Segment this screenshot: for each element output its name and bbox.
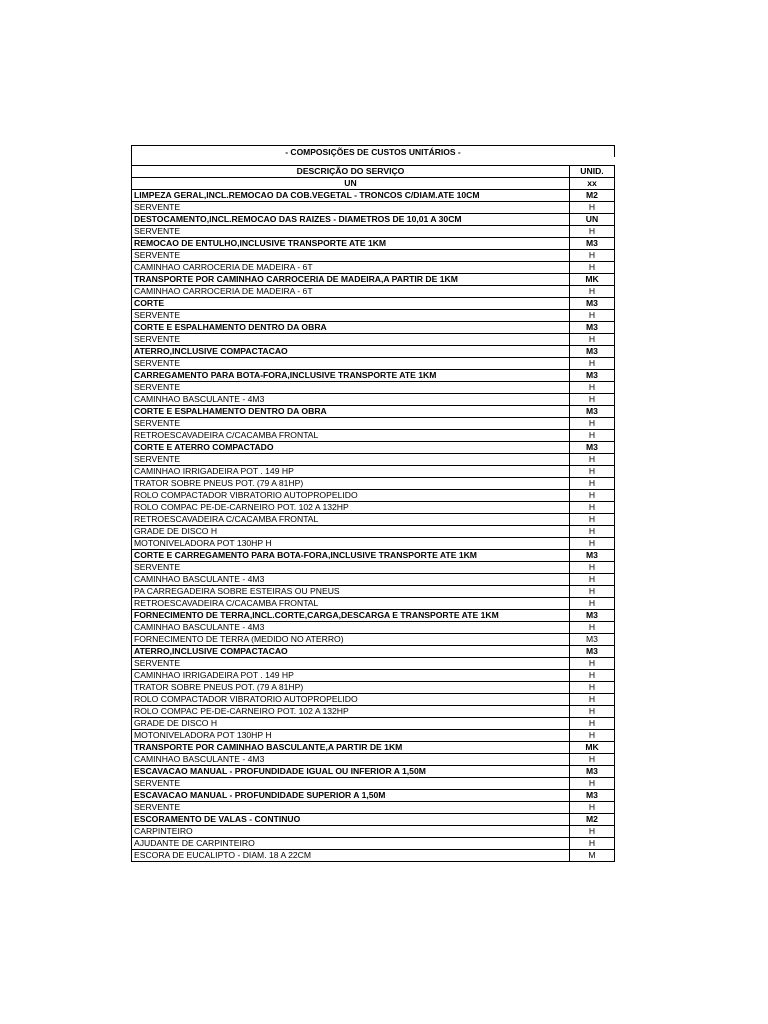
row-description: CORTE (132, 298, 570, 310)
row-description: RETROESCAVADEIRA C/CACAMBA FRONTAL (132, 514, 570, 526)
resource-row (132, 454, 615, 466)
resource-row (132, 658, 615, 670)
row-description: ESCAVACAO MANUAL - PROFUNDIDADE SUPERIOR A 1,50M (132, 790, 570, 802)
row-description: TRANSPORTE POR CAMINHAO BASCULANTE,A PARTIR DE 1KM (132, 742, 570, 754)
service-row (132, 550, 615, 562)
row-unit: M3 (570, 634, 615, 646)
row-unit: H (570, 262, 615, 274)
header-description: DESCRIÇÃO DO SERVIÇO (132, 166, 570, 178)
row-unit: H (570, 658, 615, 670)
row-unit: H (570, 466, 615, 478)
row-description: CAMINHAO BASCULANTE - 4M3 (132, 574, 570, 586)
row-unit: H (570, 502, 615, 514)
row-unit: H (570, 490, 615, 502)
row-unit: M2 (570, 814, 615, 826)
row-unit: M3 (570, 442, 615, 454)
resource-row (132, 802, 615, 814)
resource-row (132, 394, 615, 406)
row-unit: H (570, 622, 615, 634)
row-description: GRADE DE DISCO H (132, 526, 570, 538)
table-header-row (132, 166, 615, 178)
row-description: TRANSPORTE POR CAMINHAO CARROCERIA DE MADEIRA,A PARTIR DE 1KM (132, 274, 570, 286)
row-unit: M (570, 850, 615, 862)
resource-row (132, 490, 615, 502)
resource-row (132, 262, 615, 274)
row-unit: M3 (570, 298, 615, 310)
row-unit: H (570, 454, 615, 466)
row-unit: MK (570, 274, 615, 286)
row-description: CAMINHAO BASCULANTE - 4M3 (132, 394, 570, 406)
row-description: SERVENTE (132, 358, 570, 370)
row-unit: H (570, 562, 615, 574)
row-unit: H (570, 358, 615, 370)
row-unit: MK (570, 742, 615, 754)
row-unit: M3 (570, 346, 615, 358)
row-unit: H (570, 802, 615, 814)
row-description: CORTE E ATERRO COMPACTADO (132, 442, 570, 454)
row-unit: H (570, 670, 615, 682)
row-description: ROLO COMPACTADOR VIBRATORIO AUTOPROPELIDO (132, 694, 570, 706)
row-description: GRADE DE DISCO H (132, 718, 570, 730)
service-row (132, 742, 615, 754)
row-unit: H (570, 694, 615, 706)
resource-row (132, 754, 615, 766)
service-row (132, 406, 615, 418)
resource-row (132, 226, 615, 238)
row-description: CORTE E CARREGAMENTO PARA BOTA-FORA,INCLUSIVE TRANSPORTE ATE 1KM (132, 550, 570, 562)
row-unit: H (570, 226, 615, 238)
row-description: ROLO COMPAC PE-DE-CARNEIRO POT. 102 A 132HP (132, 706, 570, 718)
row-unit: M3 (570, 790, 615, 802)
header-unit: UNID. (570, 166, 615, 178)
service-row (132, 790, 615, 802)
row-unit: H (570, 382, 615, 394)
row-description: SERVENTE (132, 454, 570, 466)
row-unit: H (570, 778, 615, 790)
row-description: TRATOR SOBRE PNEUS POT. (79 A 81HP) (132, 682, 570, 694)
row-description: CARREGAMENTO PARA BOTA-FORA,INCLUSIVE TRANSPORTE ATE 1KM (132, 370, 570, 382)
resource-row (132, 670, 615, 682)
resource-row (132, 250, 615, 262)
row-description: CAMINHAO IRRIGADEIRA POT . 149 HP (132, 466, 570, 478)
row-unit: H (570, 826, 615, 838)
resource-row (132, 202, 615, 214)
resource-row (132, 586, 615, 598)
resource-row (132, 718, 615, 730)
row-description: ATERRO,INCLUSIVE COMPACTACAO (132, 346, 570, 358)
resource-row (132, 382, 615, 394)
row-description: SERVENTE (132, 202, 570, 214)
row-unit: H (570, 754, 615, 766)
row-unit: M3 (570, 238, 615, 250)
resource-row (132, 334, 615, 346)
service-row (132, 442, 615, 454)
row-description: MOTONIVELADORA POT 130HP H (132, 730, 570, 742)
row-description: CARPINTEIRO (132, 826, 570, 838)
resource-row (132, 850, 615, 862)
sheet-title: - COMPOSIÇÕES DE CUSTOS UNITÁRIOS - (131, 145, 615, 157)
resource-row (132, 526, 615, 538)
row-unit: H (570, 478, 615, 490)
resource-row (132, 478, 615, 490)
resource-row (132, 430, 615, 442)
row-description: FORNECIMENTO DE TERRA,INCL.CORTE,CARGA,DESCARGA E TRANSPORTE ATE 1KM (132, 610, 570, 622)
row-description: SERVENTE (132, 334, 570, 346)
resource-row (132, 598, 615, 610)
row-description: DESTOCAMENTO,INCL.REMOCAO DAS RAIZES - DIAMETROS DE 10,01 A 30CM (132, 214, 570, 226)
row-unit: H (570, 286, 615, 298)
row-description: SERVENTE (132, 250, 570, 262)
table-body (132, 166, 615, 862)
row-description: LIMPEZA GERAL,INCL.REMOCAO DA COB.VEGETAL - TRONCOS C/DIAM.ATE 10CM (132, 190, 570, 202)
row-description: SERVENTE (132, 310, 570, 322)
service-row (132, 214, 615, 226)
resource-row (132, 418, 615, 430)
row-unit: M3 (570, 610, 615, 622)
row-unit: M3 (570, 322, 615, 334)
spacer-row (131, 157, 615, 165)
subheader-unit: xx (570, 178, 615, 190)
row-description: SERVENTE (132, 382, 570, 394)
row-description: SERVENTE (132, 802, 570, 814)
row-description: ROLO COMPAC PE-DE-CARNEIRO POT. 102 A 132HP (132, 502, 570, 514)
row-unit: H (570, 514, 615, 526)
resource-row (132, 502, 615, 514)
resource-row (132, 562, 615, 574)
service-row (132, 238, 615, 250)
row-unit: H (570, 334, 615, 346)
row-description: CORTE E ESPALHAMENTO DENTRO DA OBRA (132, 406, 570, 418)
row-description: ATERRO,INCLUSIVE COMPACTACAO (132, 646, 570, 658)
row-unit: H (570, 838, 615, 850)
row-description: PA CARREGADEIRA SOBRE ESTEIRAS OU PNEUS (132, 586, 570, 598)
row-unit: M2 (570, 190, 615, 202)
row-unit: H (570, 394, 615, 406)
row-unit: M3 (570, 646, 615, 658)
row-unit: M3 (570, 370, 615, 382)
subheader-description: UN (132, 178, 570, 190)
row-unit: H (570, 538, 615, 550)
row-unit: M3 (570, 406, 615, 418)
row-description: ROLO COMPACTADOR VIBRATORIO AUTOPROPELIDO (132, 490, 570, 502)
row-unit: H (570, 598, 615, 610)
row-unit: H (570, 526, 615, 538)
row-unit: H (570, 418, 615, 430)
row-description: TRATOR SOBRE PNEUS POT. (79 A 81HP) (132, 478, 570, 490)
row-unit: H (570, 250, 615, 262)
resource-row (132, 286, 615, 298)
row-unit: M3 (570, 550, 615, 562)
resource-row (132, 466, 615, 478)
table-subheader-row (132, 178, 615, 190)
service-row (132, 814, 615, 826)
resource-row (132, 694, 615, 706)
resource-row (132, 310, 615, 322)
row-description: ESCORAMENTO DE VALAS - CONTINUO (132, 814, 570, 826)
row-description: CAMINHAO IRRIGADEIRA POT . 149 HP (132, 670, 570, 682)
row-description: SERVENTE (132, 658, 570, 670)
row-unit: H (570, 730, 615, 742)
row-description: SERVENTE (132, 418, 570, 430)
row-description: REMOCAO DE ENTULHO,INCLUSIVE TRANSPORTE ATE 1KM (132, 238, 570, 250)
row-description: RETROESCAVADEIRA C/CACAMBA FRONTAL (132, 430, 570, 442)
row-unit: H (570, 586, 615, 598)
row-description: ESCORA DE EUCALIPTO - DIAM. 18 A 22CM (132, 850, 570, 862)
service-row (132, 346, 615, 358)
composition-table (131, 165, 615, 862)
row-description: FORNECIMENTO DE TERRA (MEDIDO NO ATERRO) (132, 634, 570, 646)
resource-row (132, 538, 615, 550)
resource-row (132, 826, 615, 838)
row-unit: H (570, 310, 615, 322)
service-row (132, 646, 615, 658)
row-description: MOTONIVELADORA POT 130HP H (132, 538, 570, 550)
row-unit: UN (570, 214, 615, 226)
resource-row (132, 778, 615, 790)
resource-row (132, 574, 615, 586)
resource-row (132, 838, 615, 850)
row-description: CAMINHAO BASCULANTE - 4M3 (132, 622, 570, 634)
service-row (132, 190, 615, 202)
service-row (132, 298, 615, 310)
row-description: ESCAVACAO MANUAL - PROFUNDIDADE IGUAL OU INFERIOR A 1,50M (132, 766, 570, 778)
service-row (132, 610, 615, 622)
resource-row (132, 682, 615, 694)
row-description: SERVENTE (132, 226, 570, 238)
service-row (132, 766, 615, 778)
row-unit: H (570, 706, 615, 718)
row-description: SERVENTE (132, 778, 570, 790)
row-unit: H (570, 202, 615, 214)
service-row (132, 274, 615, 286)
row-unit: H (570, 574, 615, 586)
row-description: RETROESCAVADEIRA C/CACAMBA FRONTAL (132, 598, 570, 610)
row-unit: H (570, 682, 615, 694)
row-description: CAMINHAO CARROCERIA DE MADEIRA - 6T (132, 286, 570, 298)
resource-row (132, 706, 615, 718)
resource-row (132, 730, 615, 742)
row-description: AJUDANTE DE CARPINTEIRO (132, 838, 570, 850)
resource-row (132, 634, 615, 646)
row-description: SERVENTE (132, 562, 570, 574)
row-description: CAMINHAO BASCULANTE - 4M3 (132, 754, 570, 766)
service-row (132, 370, 615, 382)
row-unit: H (570, 718, 615, 730)
cost-composition-sheet (131, 145, 615, 862)
row-description: CORTE E ESPALHAMENTO DENTRO DA OBRA (132, 322, 570, 334)
resource-row (132, 622, 615, 634)
row-description: CAMINHAO CARROCERIA DE MADEIRA - 6T (132, 262, 570, 274)
row-unit: M3 (570, 766, 615, 778)
resource-row (132, 514, 615, 526)
service-row (132, 322, 615, 334)
row-unit: H (570, 430, 615, 442)
resource-row (132, 358, 615, 370)
